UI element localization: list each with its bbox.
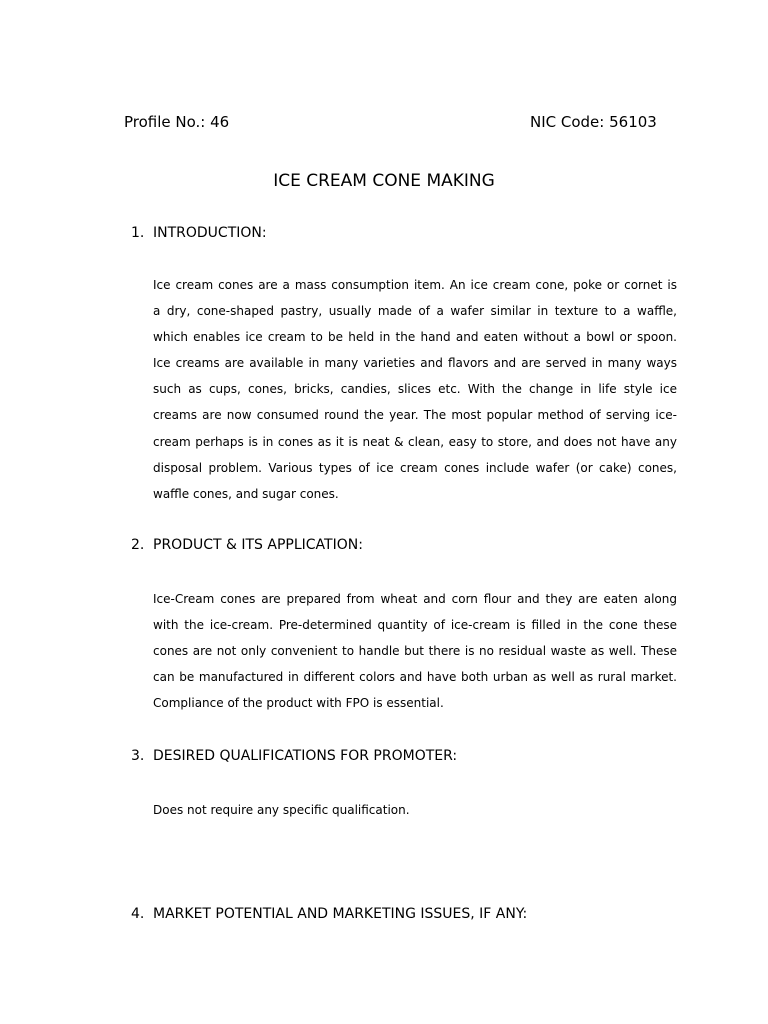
section-title: INTRODUCTION: <box>153 225 267 241</box>
paragraph-line: waffle cones, and sugar cones. <box>153 486 339 501</box>
paragraph-line: disposal problem. Various types of ice cream cones include wafer (or cake) cones, <box>153 460 677 475</box>
paragraph-line: Ice creams are available in many varieties and flavors and are served in many ways <box>153 356 677 371</box>
paragraph-line: Ice cream cones are a mass consumption item. An ice cream cone, poke or cornet is <box>153 278 677 292</box>
section-number: 2. <box>131 537 145 553</box>
paragraph-line: Compliance of the product with FPO is essential. <box>153 696 444 711</box>
paragraph-line: cones are not only convenient to handle but there is no residual waste as well. These <box>153 644 677 659</box>
section-number: 1. <box>131 225 145 241</box>
section-title: MARKET POTENTIAL AND MARKETING ISSUES, IF ANY: <box>153 906 528 922</box>
paragraph-line: Ice-Cream cones are prepared from wheat and corn flour and they are eaten along <box>153 592 677 606</box>
section-number: 4. <box>131 906 145 922</box>
section-title: DESIRED QUALIFICATIONS FOR PROMOTER: <box>153 748 458 764</box>
paragraph-line: with the ice-cream. Pre-determined quantity of ice-cream is filled in the cone these <box>153 618 677 633</box>
introduction-paragraph <box>153 272 677 507</box>
document-title: ICE CREAM CONE MAKING <box>273 171 495 191</box>
section-heading-desired-qualifications <box>131 746 457 766</box>
paragraph-line: can be manufactured in different colors and have both urban as well as rural market. <box>153 670 677 685</box>
section-heading-introduction <box>131 223 267 243</box>
nic-code: NIC Code: 56103 <box>530 113 657 131</box>
paragraph-line: Does not require any specific qualification. <box>153 803 410 817</box>
paragraph-line: which enables ice cream to be held in the hand and eaten without a bowl or spoon. <box>153 330 677 345</box>
paragraph-line: such as cups, cones, bricks, candies, slices etc. With the change in life style ice <box>153 382 677 397</box>
desired-qualifications-paragraph <box>153 797 677 823</box>
section-heading-product-application <box>131 535 363 555</box>
paragraph-line: creams are now consumed round the year. The most popular method of serving ice- <box>153 408 677 423</box>
section-title: PRODUCT & ITS APPLICATION: <box>153 537 363 553</box>
paragraph-line: a dry, cone-shaped pastry, usually made of a wafer similar in texture to a waffle, <box>153 304 677 319</box>
paragraph-line: cream perhaps is in cones as it is neat & clean, easy to store, and does not have any <box>153 434 677 449</box>
product-application-paragraph <box>153 586 677 716</box>
section-number: 3. <box>131 748 145 764</box>
section-heading-market-potential <box>131 904 527 924</box>
profile-number: Profile No.: 46 <box>124 113 230 131</box>
